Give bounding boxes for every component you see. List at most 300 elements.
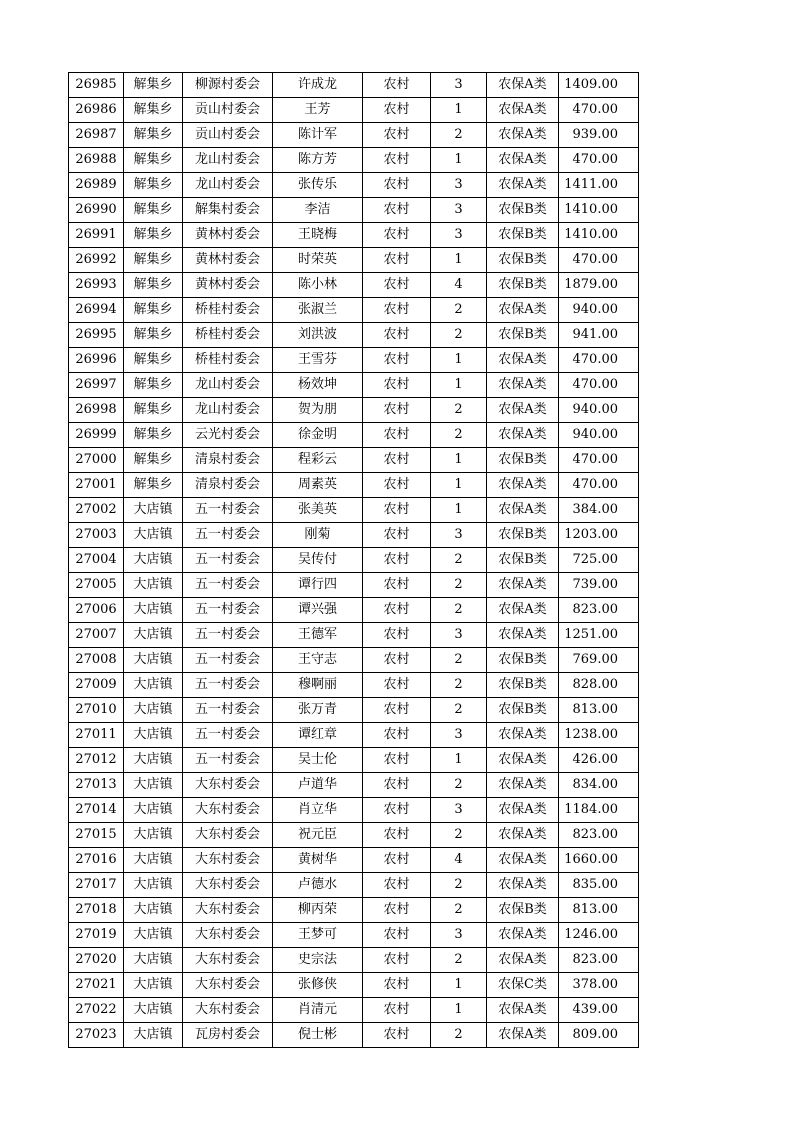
insurance-category-cell: 农保A类 — [487, 873, 559, 898]
record-id-cell: 26997 — [69, 373, 124, 398]
area-type-cell: 农村 — [363, 73, 431, 98]
township-cell: 大店镇 — [124, 548, 183, 573]
record-id-cell: 27001 — [69, 473, 124, 498]
amount-cell: 1203.00 — [559, 523, 639, 548]
records-table — [68, 72, 639, 1048]
person-name-cell: 张淑兰 — [273, 298, 363, 323]
village-committee-cell: 大东村委会 — [183, 798, 273, 823]
person-name-cell: 陈小林 — [273, 273, 363, 298]
table-row — [69, 248, 639, 273]
record-id-cell: 26995 — [69, 323, 124, 348]
table-row — [69, 198, 639, 223]
household-count-cell: 2 — [431, 948, 487, 973]
person-name-cell: 谭行四 — [273, 573, 363, 598]
table-row — [69, 573, 639, 598]
person-name-cell: 吴士伦 — [273, 748, 363, 773]
amount-cell: 439.00 — [559, 998, 639, 1023]
table-row — [69, 223, 639, 248]
village-committee-cell: 黄林村委会 — [183, 223, 273, 248]
household-count-cell: 2 — [431, 773, 487, 798]
record-id-cell: 26986 — [69, 98, 124, 123]
person-name-cell: 张修侠 — [273, 973, 363, 998]
person-name-cell: 王德军 — [273, 623, 363, 648]
amount-cell: 470.00 — [559, 448, 639, 473]
household-count-cell: 2 — [431, 548, 487, 573]
table-row — [69, 1023, 639, 1048]
township-cell: 解集乡 — [124, 323, 183, 348]
person-name-cell: 周素英 — [273, 473, 363, 498]
insurance-category-cell: 农保A类 — [487, 773, 559, 798]
amount-cell: 813.00 — [559, 698, 639, 723]
household-count-cell: 1 — [431, 473, 487, 498]
village-committee-cell: 大东村委会 — [183, 998, 273, 1023]
village-committee-cell: 龙山村委会 — [183, 373, 273, 398]
record-id-cell: 26993 — [69, 273, 124, 298]
township-cell: 大店镇 — [124, 623, 183, 648]
table-row — [69, 273, 639, 298]
township-cell: 解集乡 — [124, 473, 183, 498]
person-name-cell: 卢道华 — [273, 773, 363, 798]
insurance-category-cell: 农保A类 — [487, 423, 559, 448]
person-name-cell: 张传乐 — [273, 173, 363, 198]
person-name-cell: 陈计军 — [273, 123, 363, 148]
household-count-cell: 4 — [431, 848, 487, 873]
area-type-cell: 农村 — [363, 98, 431, 123]
record-id-cell: 27019 — [69, 923, 124, 948]
household-count-cell: 1 — [431, 98, 487, 123]
township-cell: 大店镇 — [124, 798, 183, 823]
area-type-cell: 农村 — [363, 173, 431, 198]
insurance-category-cell: 农保A类 — [487, 748, 559, 773]
table-row — [69, 723, 639, 748]
record-id-cell: 27002 — [69, 498, 124, 523]
village-committee-cell: 清泉村委会 — [183, 473, 273, 498]
village-committee-cell: 清泉村委会 — [183, 448, 273, 473]
insurance-category-cell: 农保A类 — [487, 573, 559, 598]
household-count-cell: 2 — [431, 898, 487, 923]
record-id-cell: 27010 — [69, 698, 124, 723]
insurance-category-cell: 农保B类 — [487, 248, 559, 273]
amount-cell: 1246.00 — [559, 923, 639, 948]
insurance-category-cell: 农保A类 — [487, 848, 559, 873]
township-cell: 解集乡 — [124, 423, 183, 448]
table-row — [69, 623, 639, 648]
insurance-category-cell: 农保A类 — [487, 73, 559, 98]
township-cell: 大店镇 — [124, 573, 183, 598]
insurance-category-cell: 农保A类 — [487, 298, 559, 323]
area-type-cell: 农村 — [363, 648, 431, 673]
village-committee-cell: 大东村委会 — [183, 923, 273, 948]
area-type-cell: 农村 — [363, 298, 431, 323]
insurance-category-cell: 农保A类 — [487, 398, 559, 423]
table-row — [69, 948, 639, 973]
table-row — [69, 648, 639, 673]
amount-cell: 769.00 — [559, 648, 639, 673]
village-committee-cell: 五一村委会 — [183, 573, 273, 598]
amount-cell: 470.00 — [559, 148, 639, 173]
area-type-cell: 农村 — [363, 373, 431, 398]
record-id-cell: 27020 — [69, 948, 124, 973]
village-committee-cell: 解集村委会 — [183, 198, 273, 223]
person-name-cell: 黄树华 — [273, 848, 363, 873]
area-type-cell: 农村 — [363, 748, 431, 773]
person-name-cell: 刘洪波 — [273, 323, 363, 348]
record-id-cell: 26989 — [69, 173, 124, 198]
area-type-cell: 农村 — [363, 623, 431, 648]
insurance-category-cell: 农保C类 — [487, 973, 559, 998]
village-committee-cell: 大东村委会 — [183, 848, 273, 873]
area-type-cell: 农村 — [363, 973, 431, 998]
insurance-category-cell: 农保B类 — [487, 523, 559, 548]
record-id-cell: 27005 — [69, 573, 124, 598]
record-id-cell: 27021 — [69, 973, 124, 998]
table-row — [69, 423, 639, 448]
area-type-cell: 农村 — [363, 423, 431, 448]
amount-cell: 940.00 — [559, 298, 639, 323]
township-cell: 大店镇 — [124, 598, 183, 623]
amount-cell: 470.00 — [559, 373, 639, 398]
village-committee-cell: 五一村委会 — [183, 673, 273, 698]
records-table-body — [69, 73, 639, 1048]
township-cell: 大店镇 — [124, 648, 183, 673]
table-row — [69, 748, 639, 773]
record-id-cell: 26990 — [69, 198, 124, 223]
person-name-cell: 时荣英 — [273, 248, 363, 273]
insurance-category-cell: 农保B类 — [487, 323, 559, 348]
household-count-cell: 3 — [431, 623, 487, 648]
village-committee-cell: 五一村委会 — [183, 748, 273, 773]
household-count-cell: 2 — [431, 123, 487, 148]
insurance-category-cell: 农保B类 — [487, 648, 559, 673]
area-type-cell: 农村 — [363, 698, 431, 723]
township-cell: 大店镇 — [124, 748, 183, 773]
record-id-cell: 27008 — [69, 648, 124, 673]
village-committee-cell: 桥桂村委会 — [183, 298, 273, 323]
amount-cell: 1410.00 — [559, 198, 639, 223]
area-type-cell: 农村 — [363, 148, 431, 173]
amount-cell: 1238.00 — [559, 723, 639, 748]
household-count-cell: 1 — [431, 448, 487, 473]
table-row — [69, 923, 639, 948]
village-committee-cell: 大东村委会 — [183, 898, 273, 923]
village-committee-cell: 五一村委会 — [183, 623, 273, 648]
person-name-cell: 王雪芬 — [273, 348, 363, 373]
person-name-cell: 杨效坤 — [273, 373, 363, 398]
village-committee-cell: 柳源村委会 — [183, 73, 273, 98]
table-row — [69, 348, 639, 373]
township-cell: 大店镇 — [124, 698, 183, 723]
insurance-category-cell: 农保B类 — [487, 273, 559, 298]
record-id-cell: 26996 — [69, 348, 124, 373]
village-committee-cell: 大东村委会 — [183, 873, 273, 898]
household-count-cell: 3 — [431, 923, 487, 948]
village-committee-cell: 龙山村委会 — [183, 148, 273, 173]
area-type-cell: 农村 — [363, 773, 431, 798]
person-name-cell: 王梦可 — [273, 923, 363, 948]
amount-cell: 470.00 — [559, 473, 639, 498]
table-row — [69, 148, 639, 173]
amount-cell: 941.00 — [559, 323, 639, 348]
township-cell: 大店镇 — [124, 1023, 183, 1048]
area-type-cell: 农村 — [363, 873, 431, 898]
village-committee-cell: 龙山村委会 — [183, 398, 273, 423]
household-count-cell: 1 — [431, 973, 487, 998]
insurance-category-cell: 农保A类 — [487, 1023, 559, 1048]
area-type-cell: 农村 — [363, 273, 431, 298]
table-row — [69, 373, 639, 398]
amount-cell: 470.00 — [559, 248, 639, 273]
record-id-cell: 27018 — [69, 898, 124, 923]
area-type-cell: 农村 — [363, 998, 431, 1023]
household-count-cell: 3 — [431, 173, 487, 198]
household-count-cell: 1 — [431, 498, 487, 523]
person-name-cell: 许成龙 — [273, 73, 363, 98]
record-id-cell: 27009 — [69, 673, 124, 698]
household-count-cell: 3 — [431, 73, 487, 98]
township-cell: 解集乡 — [124, 123, 183, 148]
village-committee-cell: 五一村委会 — [183, 723, 273, 748]
village-committee-cell: 贡山村委会 — [183, 123, 273, 148]
amount-cell: 813.00 — [559, 898, 639, 923]
household-count-cell: 3 — [431, 198, 487, 223]
village-committee-cell: 五一村委会 — [183, 698, 273, 723]
amount-cell: 1409.00 — [559, 73, 639, 98]
table-row — [69, 823, 639, 848]
household-count-cell: 1 — [431, 748, 487, 773]
township-cell: 解集乡 — [124, 198, 183, 223]
township-cell: 解集乡 — [124, 373, 183, 398]
record-id-cell: 27023 — [69, 1023, 124, 1048]
table-row — [69, 548, 639, 573]
household-count-cell: 2 — [431, 648, 487, 673]
amount-cell: 1184.00 — [559, 798, 639, 823]
insurance-category-cell: 农保B类 — [487, 198, 559, 223]
village-committee-cell: 云光村委会 — [183, 423, 273, 448]
village-committee-cell: 五一村委会 — [183, 498, 273, 523]
person-name-cell: 王芳 — [273, 98, 363, 123]
area-type-cell: 农村 — [363, 923, 431, 948]
person-name-cell: 徐金明 — [273, 423, 363, 448]
township-cell: 大店镇 — [124, 923, 183, 948]
person-name-cell: 祝元臣 — [273, 823, 363, 848]
amount-cell: 384.00 — [559, 498, 639, 523]
table-row — [69, 848, 639, 873]
person-name-cell: 肖清元 — [273, 998, 363, 1023]
table-row — [69, 598, 639, 623]
household-count-cell: 2 — [431, 423, 487, 448]
record-id-cell: 26999 — [69, 423, 124, 448]
amount-cell: 426.00 — [559, 748, 639, 773]
record-id-cell: 26994 — [69, 298, 124, 323]
table-row — [69, 398, 639, 423]
record-id-cell: 27015 — [69, 823, 124, 848]
area-type-cell: 农村 — [363, 398, 431, 423]
area-type-cell: 农村 — [363, 248, 431, 273]
person-name-cell: 李洁 — [273, 198, 363, 223]
household-count-cell: 2 — [431, 398, 487, 423]
record-id-cell: 27022 — [69, 998, 124, 1023]
township-cell: 解集乡 — [124, 273, 183, 298]
person-name-cell: 倪士彬 — [273, 1023, 363, 1048]
household-count-cell: 3 — [431, 798, 487, 823]
area-type-cell: 农村 — [363, 123, 431, 148]
township-cell: 大店镇 — [124, 948, 183, 973]
household-count-cell: 2 — [431, 673, 487, 698]
village-committee-cell: 大东村委会 — [183, 773, 273, 798]
township-cell: 大店镇 — [124, 773, 183, 798]
table-row — [69, 798, 639, 823]
insurance-category-cell: 农保A类 — [487, 498, 559, 523]
township-cell: 解集乡 — [124, 448, 183, 473]
township-cell: 解集乡 — [124, 223, 183, 248]
household-count-cell: 4 — [431, 273, 487, 298]
township-cell: 大店镇 — [124, 498, 183, 523]
area-type-cell: 农村 — [363, 798, 431, 823]
person-name-cell: 王守志 — [273, 648, 363, 673]
insurance-category-cell: 农保A类 — [487, 348, 559, 373]
area-type-cell: 农村 — [363, 823, 431, 848]
amount-cell: 828.00 — [559, 673, 639, 698]
person-name-cell: 张美英 — [273, 498, 363, 523]
household-count-cell: 2 — [431, 573, 487, 598]
insurance-category-cell: 农保B类 — [487, 673, 559, 698]
household-count-cell: 2 — [431, 1023, 487, 1048]
village-committee-cell: 黄林村委会 — [183, 273, 273, 298]
record-id-cell: 26992 — [69, 248, 124, 273]
amount-cell: 823.00 — [559, 948, 639, 973]
village-committee-cell: 黄林村委会 — [183, 248, 273, 273]
record-id-cell: 26985 — [69, 73, 124, 98]
table-row — [69, 98, 639, 123]
record-id-cell: 26991 — [69, 223, 124, 248]
record-id-cell: 26987 — [69, 123, 124, 148]
person-name-cell: 卢德水 — [273, 873, 363, 898]
insurance-category-cell: 农保A类 — [487, 823, 559, 848]
table-row — [69, 298, 639, 323]
area-type-cell: 农村 — [363, 523, 431, 548]
village-committee-cell: 贡山村委会 — [183, 98, 273, 123]
table-row — [69, 998, 639, 1023]
township-cell: 解集乡 — [124, 348, 183, 373]
household-count-cell: 1 — [431, 998, 487, 1023]
amount-cell: 1251.00 — [559, 623, 639, 648]
table-row — [69, 673, 639, 698]
table-row — [69, 873, 639, 898]
table-row — [69, 173, 639, 198]
person-name-cell: 谭红章 — [273, 723, 363, 748]
amount-cell: 940.00 — [559, 398, 639, 423]
insurance-category-cell: 农保A类 — [487, 723, 559, 748]
amount-cell: 939.00 — [559, 123, 639, 148]
household-count-cell: 2 — [431, 873, 487, 898]
village-committee-cell: 桥桂村委会 — [183, 348, 273, 373]
person-name-cell: 穆啊丽 — [273, 673, 363, 698]
area-type-cell: 农村 — [363, 348, 431, 373]
person-name-cell: 程彩云 — [273, 448, 363, 473]
table-row — [69, 773, 639, 798]
insurance-category-cell: 农保B类 — [487, 548, 559, 573]
insurance-category-cell: 农保B类 — [487, 448, 559, 473]
person-name-cell: 张万青 — [273, 698, 363, 723]
household-count-cell: 2 — [431, 323, 487, 348]
person-name-cell: 柳丙荣 — [273, 898, 363, 923]
insurance-category-cell: 农保A类 — [487, 798, 559, 823]
amount-cell: 809.00 — [559, 1023, 639, 1048]
township-cell: 大店镇 — [124, 898, 183, 923]
amount-cell: 1660.00 — [559, 848, 639, 873]
township-cell: 大店镇 — [124, 823, 183, 848]
area-type-cell: 农村 — [363, 548, 431, 573]
insurance-category-cell: 农保A类 — [487, 623, 559, 648]
township-cell: 解集乡 — [124, 173, 183, 198]
insurance-category-cell: 农保A类 — [487, 123, 559, 148]
household-count-cell: 3 — [431, 523, 487, 548]
table-row — [69, 523, 639, 548]
household-count-cell: 3 — [431, 723, 487, 748]
record-id-cell: 27011 — [69, 723, 124, 748]
amount-cell: 823.00 — [559, 823, 639, 848]
table-row — [69, 973, 639, 998]
township-cell: 解集乡 — [124, 148, 183, 173]
household-count-cell: 2 — [431, 823, 487, 848]
household-count-cell: 1 — [431, 348, 487, 373]
person-name-cell: 肖立华 — [273, 798, 363, 823]
amount-cell: 725.00 — [559, 548, 639, 573]
record-id-cell: 26998 — [69, 398, 124, 423]
village-committee-cell: 桥桂村委会 — [183, 323, 273, 348]
village-committee-cell: 五一村委会 — [183, 598, 273, 623]
amount-cell: 470.00 — [559, 348, 639, 373]
village-committee-cell: 大东村委会 — [183, 948, 273, 973]
person-name-cell: 王晓梅 — [273, 223, 363, 248]
household-count-cell: 2 — [431, 298, 487, 323]
record-id-cell: 26988 — [69, 148, 124, 173]
person-name-cell: 贺为朋 — [273, 398, 363, 423]
township-cell: 解集乡 — [124, 98, 183, 123]
insurance-category-cell: 农保A类 — [487, 173, 559, 198]
area-type-cell: 农村 — [363, 848, 431, 873]
area-type-cell: 农村 — [363, 323, 431, 348]
area-type-cell: 农村 — [363, 223, 431, 248]
amount-cell: 739.00 — [559, 573, 639, 598]
amount-cell: 1879.00 — [559, 273, 639, 298]
table-row — [69, 898, 639, 923]
township-cell: 大店镇 — [124, 848, 183, 873]
insurance-category-cell: 农保A类 — [487, 998, 559, 1023]
insurance-category-cell: 农保A类 — [487, 598, 559, 623]
village-committee-cell: 大东村委会 — [183, 823, 273, 848]
record-id-cell: 27012 — [69, 748, 124, 773]
township-cell: 大店镇 — [124, 523, 183, 548]
area-type-cell: 农村 — [363, 573, 431, 598]
amount-cell: 835.00 — [559, 873, 639, 898]
area-type-cell: 农村 — [363, 1023, 431, 1048]
area-type-cell: 农村 — [363, 898, 431, 923]
insurance-category-cell: 农保B类 — [487, 898, 559, 923]
table-row — [69, 123, 639, 148]
area-type-cell: 农村 — [363, 448, 431, 473]
person-name-cell: 刚菊 — [273, 523, 363, 548]
person-name-cell: 谭兴强 — [273, 598, 363, 623]
table-row — [69, 698, 639, 723]
amount-cell: 940.00 — [559, 423, 639, 448]
village-committee-cell: 大东村委会 — [183, 973, 273, 998]
village-committee-cell: 五一村委会 — [183, 648, 273, 673]
record-id-cell: 27007 — [69, 623, 124, 648]
table-row — [69, 73, 639, 98]
insurance-category-cell: 农保A类 — [487, 948, 559, 973]
insurance-category-cell: 农保B类 — [487, 698, 559, 723]
